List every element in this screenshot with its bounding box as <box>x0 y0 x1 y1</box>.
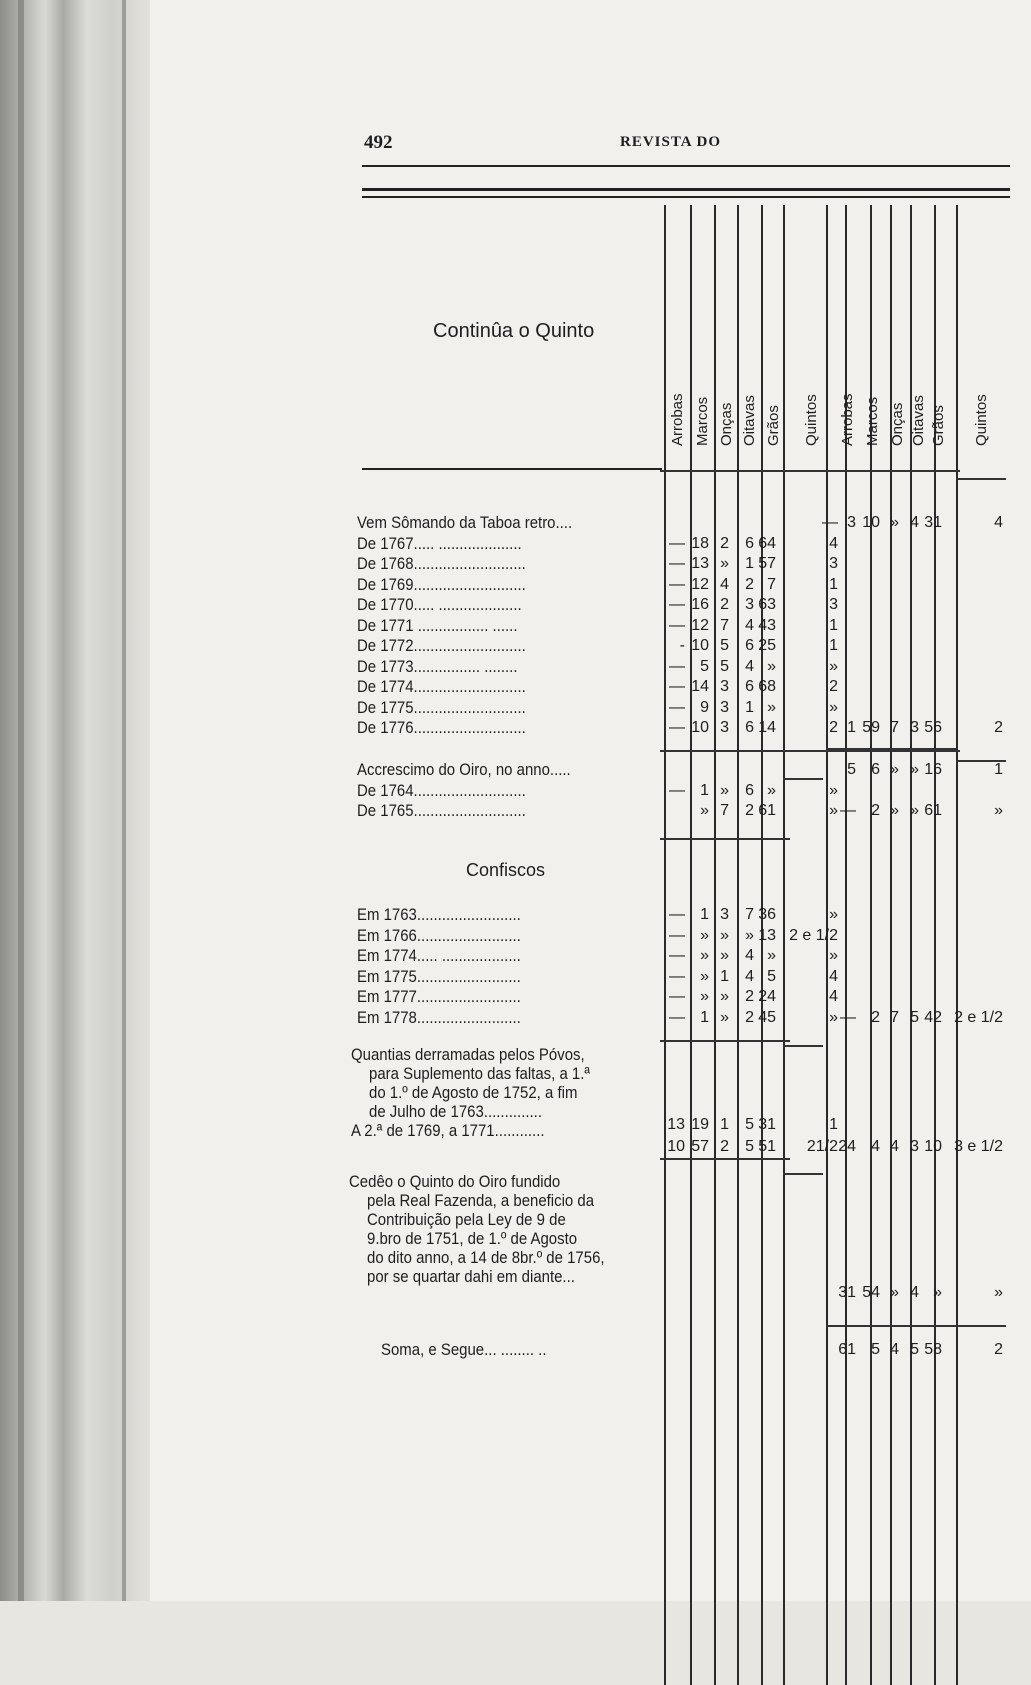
quinto-row-cell-g: 7 <box>767 575 776 593</box>
quinto-row-cell-o: 2 <box>720 596 729 613</box>
quinto-row-cell-oi: 3 <box>745 596 754 613</box>
cedeo-line: pela Real Fazenda, a beneficio da <box>367 1191 595 1210</box>
running-title: REVISTA DO <box>620 134 721 150</box>
confisco-row-cell-q2: 2 e 1/2 <box>954 1008 1003 1026</box>
quantias-row2-cell-g: 51 <box>758 1138 776 1155</box>
quantias-row2-cell-q2: 3 e 1/2 <box>954 1138 1003 1155</box>
quinto-row-cell-q2: 2 <box>994 719 1003 736</box>
quinto-row-label: De 1772........................... <box>357 636 526 655</box>
quantias-row1-cell-q: 1 <box>829 1116 838 1133</box>
row-rule <box>956 760 1006 762</box>
quinto-row-cell-o2: 7 <box>890 719 899 736</box>
quinto-row-cell-oi: 2 <box>745 575 754 593</box>
quinto-row-cell-oi: 1 <box>745 698 754 716</box>
quinto-row-cell-g: 25 <box>758 637 776 654</box>
column-rule <box>956 205 958 1685</box>
accrescimo-row-cell-q: » <box>829 802 838 819</box>
row-rule <box>826 748 956 750</box>
confisco-row-cell-m2: 2 <box>871 1008 880 1026</box>
table-top-rule-2 <box>362 196 1010 198</box>
quinto-row-label: De 1773................ ........ <box>357 656 518 676</box>
confisco-row-cell-o: » <box>720 1008 729 1026</box>
quinto-row-cell-a: — <box>669 698 685 716</box>
quinto-row-label: De 1767..... .................... <box>357 533 522 553</box>
quinto-row-cell-g2: 56 <box>924 719 942 736</box>
page-number: 492 <box>364 132 393 153</box>
confisco-row-cell-oi2: 5 <box>910 1008 919 1026</box>
confisco-row-cell-oi: 2 <box>745 1008 754 1026</box>
confisco-row-cell-m: 1 <box>700 1008 709 1026</box>
confisco-row-cell-a: — <box>669 967 685 985</box>
quinto-row-cell-a: — <box>669 616 685 634</box>
soma-row-cell-a2: 61 <box>838 1341 856 1358</box>
cedeo-row-cell-a2: 31 <box>838 1284 856 1301</box>
soma-row-cell-m2: 5 <box>871 1341 880 1358</box>
quinto-row-cell-a: — <box>669 657 685 675</box>
quinto-row-cell-o: 3 <box>720 678 729 695</box>
accrescimo-row-cell-a: — <box>669 781 685 799</box>
row-rule <box>660 1158 790 1160</box>
cedeo-line: Cedêo o Quinto do Oiro fundido <box>349 1172 561 1191</box>
quinto-row-cell-a: — <box>669 678 685 695</box>
quinto-row-cell-q: 4 <box>829 534 838 552</box>
confisco-row-cell-g: 24 <box>758 988 776 1005</box>
quantias-line: do 1.º de Agosto de 1752, a fim <box>369 1083 578 1102</box>
quinto-row-cell-g: 43 <box>758 616 776 634</box>
row-rule <box>956 1325 1006 1327</box>
quantias-row1-cell-g: 31 <box>758 1116 776 1133</box>
quantias-line: de Julho de 1763.............. <box>369 1102 542 1121</box>
accrescimo-row-label: Accrescimo do Oiro, no anno..... <box>357 760 571 779</box>
quinto-row-label: De 1771 ................. ...... <box>357 615 518 635</box>
column-header: Marcos <box>864 396 881 446</box>
confisco-row-cell-q: » <box>829 906 838 923</box>
accrescimo-row-cell-g: 61 <box>758 802 776 819</box>
row-rule <box>660 750 960 752</box>
quantias-row2-cell-oi2: 3 <box>910 1138 919 1155</box>
quinto-row-cell-a: — <box>669 534 685 552</box>
confisco-row-cell-g: 36 <box>758 906 776 923</box>
quinto-row-cell-oi: 6 <box>745 678 754 695</box>
quinto-row-cell-m: 5 <box>700 657 709 675</box>
quinto-row-cell-a: — <box>669 575 685 593</box>
accrescimo-row-cell-g: » <box>767 781 776 799</box>
accrescimo-row-cell-m2: 6 <box>871 761 880 778</box>
confisco-row-cell-g: 13 <box>758 926 776 944</box>
quinto-row-label: De 1769........................... <box>357 574 526 594</box>
column-header: Onças <box>889 402 906 446</box>
confisco-row-cell-a: — <box>669 988 685 1005</box>
accrescimo-row-cell-q: » <box>829 781 838 799</box>
accrescimo-row-label: De 1764........................... <box>357 780 526 800</box>
confisco-row-cell-oi: » <box>745 926 754 944</box>
quantias-row2-cell-o2: 4 <box>890 1138 899 1155</box>
quantias-row2-cell-g2: 10 <box>924 1138 942 1155</box>
cedeo-line: Contribuição pela Ley de 9 de <box>367 1210 566 1229</box>
quinto-row-cell-g2: 31 <box>924 514 942 531</box>
accrescimo-row-cell-oi: 2 <box>745 802 754 819</box>
accrescimo-row-cell-oi: 6 <box>745 781 754 799</box>
quinto-row-cell-m: 12 <box>691 575 709 593</box>
column-header: Grãos <box>930 405 947 446</box>
quinto-row-cell-m2: 59 <box>862 719 880 736</box>
quinto-row-cell-m: 18 <box>691 534 709 552</box>
confisco-row-label: Em 1778......................... <box>357 1007 521 1027</box>
header-rule <box>362 165 1010 167</box>
quinto-row-label: De 1774........................... <box>357 677 526 696</box>
quinto-row-label: De 1770..... .................... <box>357 595 522 614</box>
accrescimo-row-cell-oi2: » <box>910 802 919 819</box>
confisco-row-cell-g: 5 <box>767 967 776 985</box>
quinto-row-cell-oi: 6 <box>745 637 754 654</box>
quinto-row-label: De 1776........................... <box>357 718 526 737</box>
confisco-row-cell-oi: 4 <box>745 947 754 964</box>
quantias-row1-cell-oi: 5 <box>745 1116 754 1133</box>
row-rule <box>783 1173 823 1175</box>
cedeo-row-cell-o2: » <box>890 1284 899 1301</box>
table-title: Continûa o Quinto <box>433 320 595 342</box>
quantias-row1-cell-o: 1 <box>720 1116 729 1133</box>
quantias-row2-cell-a2: 24 <box>838 1138 856 1155</box>
confisco-row-cell-q: 4 <box>829 967 838 985</box>
book-spine-shadow <box>0 0 150 1601</box>
column-header: Onças <box>718 402 735 446</box>
quinto-row-label: De 1768........................... <box>357 554 526 573</box>
quinto-row-cell-oi: 6 <box>745 719 754 736</box>
cedeo-line: 9.bro de 1751, de 1.º de Agosto <box>367 1229 578 1248</box>
confisco-row-cell-oi: 4 <box>745 967 754 985</box>
quinto-row-cell-q: 1 <box>829 637 838 654</box>
quantias-row2-cell-m2: 4 <box>871 1138 880 1155</box>
row-rule <box>660 1040 790 1042</box>
quinto-row-cell-g: 64 <box>758 534 776 552</box>
cedeo-row-cell-q2: » <box>994 1284 1003 1301</box>
quinto-row-cell-a: — <box>669 555 685 572</box>
confisco-row-label: Em 1766......................... <box>357 925 521 945</box>
confisco-row-cell-o: 3 <box>720 906 729 923</box>
confisco-row-cell-m: » <box>700 988 709 1005</box>
confiscos-title: Confiscos <box>466 860 546 880</box>
quinto-row-cell-q: — <box>822 514 838 531</box>
quinto-row-cell-m: 9 <box>700 698 709 716</box>
accrescimo-row-cell-a2: 5 <box>847 761 856 778</box>
confisco-row-cell-a: — <box>669 1008 685 1026</box>
quinto-row-cell-m2: 10 <box>862 514 880 531</box>
soma-row-cell-q2: 2 <box>994 1341 1003 1358</box>
confisco-row-cell-a2: — <box>840 1008 856 1026</box>
confisco-row-cell-m: » <box>700 926 709 944</box>
quantias-row2-cell-oi: 5 <box>745 1138 754 1155</box>
quinto-row-cell-o: 2 <box>720 534 729 552</box>
accrescimo-row-cell-g2: 61 <box>924 802 942 819</box>
confisco-row-cell-o: » <box>720 926 729 944</box>
confisco-row-cell-g: 45 <box>758 1008 776 1026</box>
quinto-row-cell-m: 16 <box>691 596 709 613</box>
confisco-row-cell-g2: 42 <box>924 1008 942 1026</box>
column-header: Arrobas <box>669 393 686 446</box>
row-rule <box>783 778 823 780</box>
quinto-row-cell-g: » <box>767 698 776 716</box>
quantias-row2-cell-o: 2 <box>720 1138 729 1155</box>
confisco-row-cell-m: 1 <box>700 906 709 923</box>
quantias-line: A 2.ª de 1769, a 1771............ <box>351 1121 545 1140</box>
quinto-row-cell-q: 3 <box>829 596 838 613</box>
cedeo-line: por se quartar dahi em diante... <box>367 1267 575 1286</box>
confisco-row-cell-o: » <box>720 988 729 1005</box>
confisco-row-label: Em 1763......................... <box>357 905 521 924</box>
accrescimo-row-cell-q2: 1 <box>994 761 1003 778</box>
cedeo-row-cell-m2: 54 <box>862 1284 880 1301</box>
soma-row-cell-oi2: 5 <box>910 1341 919 1358</box>
confisco-row-cell-o: 1 <box>720 967 729 985</box>
quinto-row-cell-o: 7 <box>720 616 729 634</box>
confisco-row-cell-o: » <box>720 947 729 964</box>
quinto-row-cell-oi: 1 <box>745 555 754 572</box>
quinto-row-cell-g: 57 <box>758 555 776 572</box>
cedeo-line: do dito anno, a 14 de 8br.º de 1756, <box>367 1248 605 1267</box>
confisco-row-label: Em 1775......................... <box>357 966 521 986</box>
row-rule <box>783 1045 823 1047</box>
accrescimo-row-cell-m: » <box>700 802 709 819</box>
confisco-row-cell-g: » <box>767 947 776 964</box>
column-header: Oitavas <box>741 395 758 446</box>
confisco-row-cell-m: » <box>700 947 709 964</box>
accrescimo-row-cell-m: 1 <box>700 781 709 799</box>
table-top-rule <box>362 188 1010 191</box>
quinto-row-cell-o: 5 <box>720 637 729 654</box>
confisco-row-cell-a: — <box>669 926 685 944</box>
confisco-row-label: Em 1774..... ................... <box>357 946 521 965</box>
row-rule <box>956 478 1006 480</box>
cedeo-row-cell-g2: » <box>933 1284 942 1301</box>
quantias-line: Quantias derramadas pelos Póvos, <box>351 1045 585 1064</box>
confisco-row-cell-a: — <box>669 947 685 964</box>
column-header: Quintos <box>973 394 990 446</box>
confisco-row-cell-a: — <box>669 906 685 923</box>
confisco-row-cell-q: 4 <box>829 988 838 1005</box>
soma-row-cell-o2: 4 <box>890 1341 899 1358</box>
quinto-row-cell-oi: 4 <box>745 616 754 634</box>
confisco-row-cell-q: » <box>829 947 838 964</box>
column-header: Grãos <box>765 405 782 446</box>
quinto-row-cell-o: 3 <box>720 698 729 716</box>
quantias-row2-cell-a: 10 <box>667 1138 685 1155</box>
accrescimo-row-cell-o2: » <box>890 761 899 778</box>
quinto-row-cell-a: — <box>669 719 685 736</box>
quinto-row-cell-q: » <box>829 698 838 716</box>
quinto-row-cell-q: 2 <box>829 678 838 695</box>
quinto-row-cell-o: 4 <box>720 575 729 593</box>
quinto-row-cell-oi: 6 <box>745 534 754 552</box>
quinto-row-cell-q: 3 <box>829 555 838 572</box>
header-bottom-rule <box>362 468 662 470</box>
accrescimo-row-cell-o: » <box>720 781 729 799</box>
column-header: Quintos <box>803 394 820 446</box>
soma-row-cell-g2: 58 <box>924 1341 942 1358</box>
quinto-row-cell-q: 1 <box>829 616 838 634</box>
quantias-row1-cell-m: 19 <box>691 1116 709 1133</box>
quinto-row-cell-g: 14 <box>758 719 776 736</box>
quinto-row-label: De 1775........................... <box>357 697 526 717</box>
quinto-row-cell-o: 5 <box>720 657 729 675</box>
quinto-row-cell-m: 14 <box>691 678 709 695</box>
confisco-row-cell-o2: 7 <box>890 1008 899 1026</box>
quinto-row-cell-q2: 4 <box>994 514 1003 531</box>
confisco-row-cell-m: » <box>700 967 709 985</box>
quinto-row-cell-a: — <box>669 596 685 613</box>
column-header: Oitavas <box>910 395 927 446</box>
confisco-row-label: Em 1777......................... <box>357 987 521 1006</box>
quantias-row2-cell-q: 21/2 <box>806 1138 838 1155</box>
quinto-row-cell-g: 63 <box>758 596 776 613</box>
quinto-row-cell-g: 68 <box>758 678 776 695</box>
quinto-row-cell-q: 2 <box>829 719 838 736</box>
accrescimo-row-cell-o2: » <box>890 802 899 819</box>
quinto-row-cell-q: » <box>829 657 838 675</box>
quinto-row-cell-oi: 4 <box>745 657 754 675</box>
quinto-row-cell-m: 12 <box>691 616 709 634</box>
cedeo-row-cell-oi2: 4 <box>910 1284 919 1301</box>
accrescimo-row-cell-oi2: » <box>910 761 919 778</box>
quantias-line: para Suplemento das faltas, a 1.ª <box>369 1064 590 1083</box>
confisco-row-cell-q: 2 e 1/2 <box>789 926 838 944</box>
soma-row-label: Soma, e Segue... ........ .. <box>381 1340 547 1359</box>
row-rule <box>660 470 960 472</box>
quinto-row-cell-a2: 1 <box>847 719 856 736</box>
accrescimo-row-cell-m2: 2 <box>871 802 880 819</box>
accrescimo-row-cell-q2: » <box>994 802 1003 819</box>
accrescimo-row-cell-o: 7 <box>720 802 729 819</box>
confisco-row-cell-oi: 7 <box>745 906 754 923</box>
quinto-row-cell-m: 10 <box>691 719 709 736</box>
quinto-row-cell-o: 3 <box>720 719 729 736</box>
accrescimo-row-label: De 1765........................... <box>357 801 526 820</box>
quinto-row-cell-q: 1 <box>829 575 838 593</box>
quinto-row-cell-oi2: 3 <box>910 719 919 736</box>
quinto-row-cell-a: - <box>679 637 685 654</box>
quantias-row2-cell-m: 57 <box>691 1138 709 1155</box>
column-header: Marcos <box>694 396 711 446</box>
quinto-row-label: Vem Sômando da Taboa retro.... <box>357 513 573 532</box>
quinto-row-cell-g: » <box>767 657 776 675</box>
confisco-row-cell-q: » <box>829 1008 838 1026</box>
quinto-row-cell-o2: » <box>890 514 899 531</box>
quinto-row-cell-oi2: 4 <box>910 514 919 531</box>
column-header: Arrobas <box>839 393 856 446</box>
confisco-row-cell-oi: 2 <box>745 988 754 1005</box>
accrescimo-row-cell-a2: — <box>840 802 856 819</box>
row-rule <box>660 838 790 840</box>
quinto-row-cell-m: 13 <box>691 555 709 572</box>
quinto-row-cell-o: » <box>720 555 729 572</box>
accrescimo-row-cell-g2: 16 <box>924 761 942 778</box>
quantias-row1-cell-a: 13 <box>667 1116 685 1133</box>
quinto-row-cell-m: 10 <box>691 637 709 654</box>
quinto-row-cell-a2: 3 <box>847 514 856 531</box>
